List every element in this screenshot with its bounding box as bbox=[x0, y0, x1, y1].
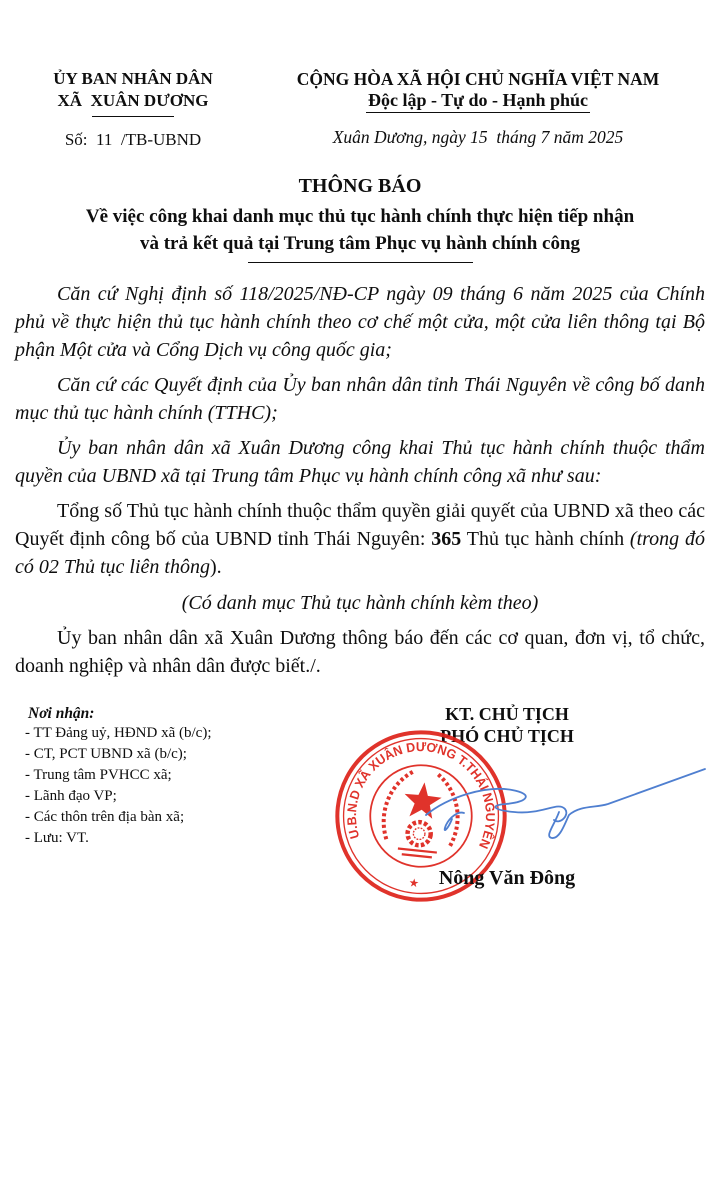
national-motto: Độc lập - Tự do - Hạnh phúc bbox=[366, 90, 590, 113]
recipient-item: - Các thôn trên địa bàn xã; bbox=[25, 809, 185, 825]
recipient-item: - Trung tâm PVHCC xã; bbox=[25, 767, 172, 783]
signer-name: Nông Văn Đông bbox=[438, 867, 576, 889]
recipient-item: - Lãnh đạo VP; bbox=[25, 788, 117, 804]
paragraph-closing: Ủy ban nhân dân xã Xuân Dương thông báo đến các cơ quan, đơn vị, tổ chức, doanh nghiệp và nhân dân được biết./. bbox=[15, 627, 705, 677]
signature-tail-stroke bbox=[445, 813, 464, 831]
recipient-item: - CT, PCT UBND xã (b/c); bbox=[25, 746, 187, 762]
document-number: Số: 11 /TB-UBND bbox=[64, 130, 202, 149]
document-kind: THÔNG BÁO bbox=[298, 175, 422, 197]
total-count-suffix: ). bbox=[209, 556, 222, 578]
total-count-note: (trong đó có 02 Thủ tục liên thông bbox=[15, 528, 705, 578]
document-body bbox=[0, 280, 720, 680]
recipient-item: - Lưu: VT. bbox=[25, 830, 89, 846]
seal-banner-lines bbox=[397, 848, 437, 857]
signature-scribble bbox=[412, 757, 714, 847]
seal-arc-text: U.B.N.D XÃ XUÂN DƯƠNG T.THÁI NGUYÊN bbox=[343, 739, 499, 852]
recipient-item: - TT Đảng uỷ, HĐND xã (b/c); bbox=[25, 725, 212, 741]
national-title: CỘNG HÒA XÃ HỘI CHỦ NGHĨA VIỆT NAM bbox=[296, 69, 660, 89]
signature-flick-stroke bbox=[549, 769, 705, 838]
title-block bbox=[0, 175, 720, 263]
signature-loop-stroke bbox=[426, 789, 566, 821]
total-count-number: 365 bbox=[431, 528, 462, 550]
issuing-org-line1: ỦY BAN NHÂN DÂN bbox=[53, 69, 213, 88]
org-underline-rule bbox=[92, 116, 174, 117]
document-subject-line1: Về việc công khai danh mục thủ tục hành chính thực hiện tiếp nhận bbox=[85, 206, 635, 227]
attachment-note: (Có danh mục Thủ tục hành chính kèm theo) bbox=[181, 592, 539, 614]
national-motto-block bbox=[252, 68, 720, 150]
total-count-prefix: Tổng số Thủ tục hành chính thuộc thẩm quyền giải quyết của UBND xã theo các Quyết định công bố của UBND tỉnh Thái Nguyên: bbox=[15, 500, 705, 550]
recipients-block bbox=[25, 705, 212, 849]
signer-title-acting: KT. CHỦ TỊCH bbox=[445, 704, 569, 724]
total-count-mid: Thủ tục hành chính bbox=[461, 528, 630, 550]
paragraph-legal-basis-2: Căn cứ các Quyết định của Ủy ban nhân dân tỉnh Thái Nguyên về công bố danh mục thủ tục hành chính (TTHC); bbox=[15, 374, 705, 424]
document-subject-line2: và trả kết quả tại Trung tâm Phục vụ hành chính công bbox=[139, 233, 581, 254]
title-underline-rule bbox=[248, 262, 473, 263]
place-date-line: Xuân Dương, ngày 15 tháng 7 năm 2025 bbox=[332, 127, 624, 147]
signer-title-deputy: PHÓ CHỦ TỊCH bbox=[440, 726, 574, 746]
paragraph-legal-basis-1: Căn cứ Nghị định số 118/2025/NĐ-CP ngày 09 tháng 6 năm 2025 của Chính phủ về thực hiện thủ tục hành chính theo cơ chế một cửa, một cửa liên thông tại Bộ phận Một cửa và Cổng Dịch vụ công quốc gia; bbox=[15, 283, 705, 361]
seal-bottom-star-icon: ★ bbox=[408, 876, 420, 891]
paragraph-total-count bbox=[15, 497, 705, 581]
issuing-org-block bbox=[0, 68, 252, 150]
issuing-org-line2: XÃ XUÂN DƯƠNG bbox=[57, 91, 209, 110]
document-footer bbox=[0, 695, 720, 1177]
paragraph-announcement: Ủy ban nhân dân xã Xuân Dương công khai Thủ tục hành chính thuộc thẩm quyền của UBND xã tại Trung tâm Phục vụ hành chính công xã như sau: bbox=[15, 437, 705, 487]
document-header bbox=[0, 0, 720, 150]
recipients-label: Nơi nhận: bbox=[28, 705, 95, 722]
